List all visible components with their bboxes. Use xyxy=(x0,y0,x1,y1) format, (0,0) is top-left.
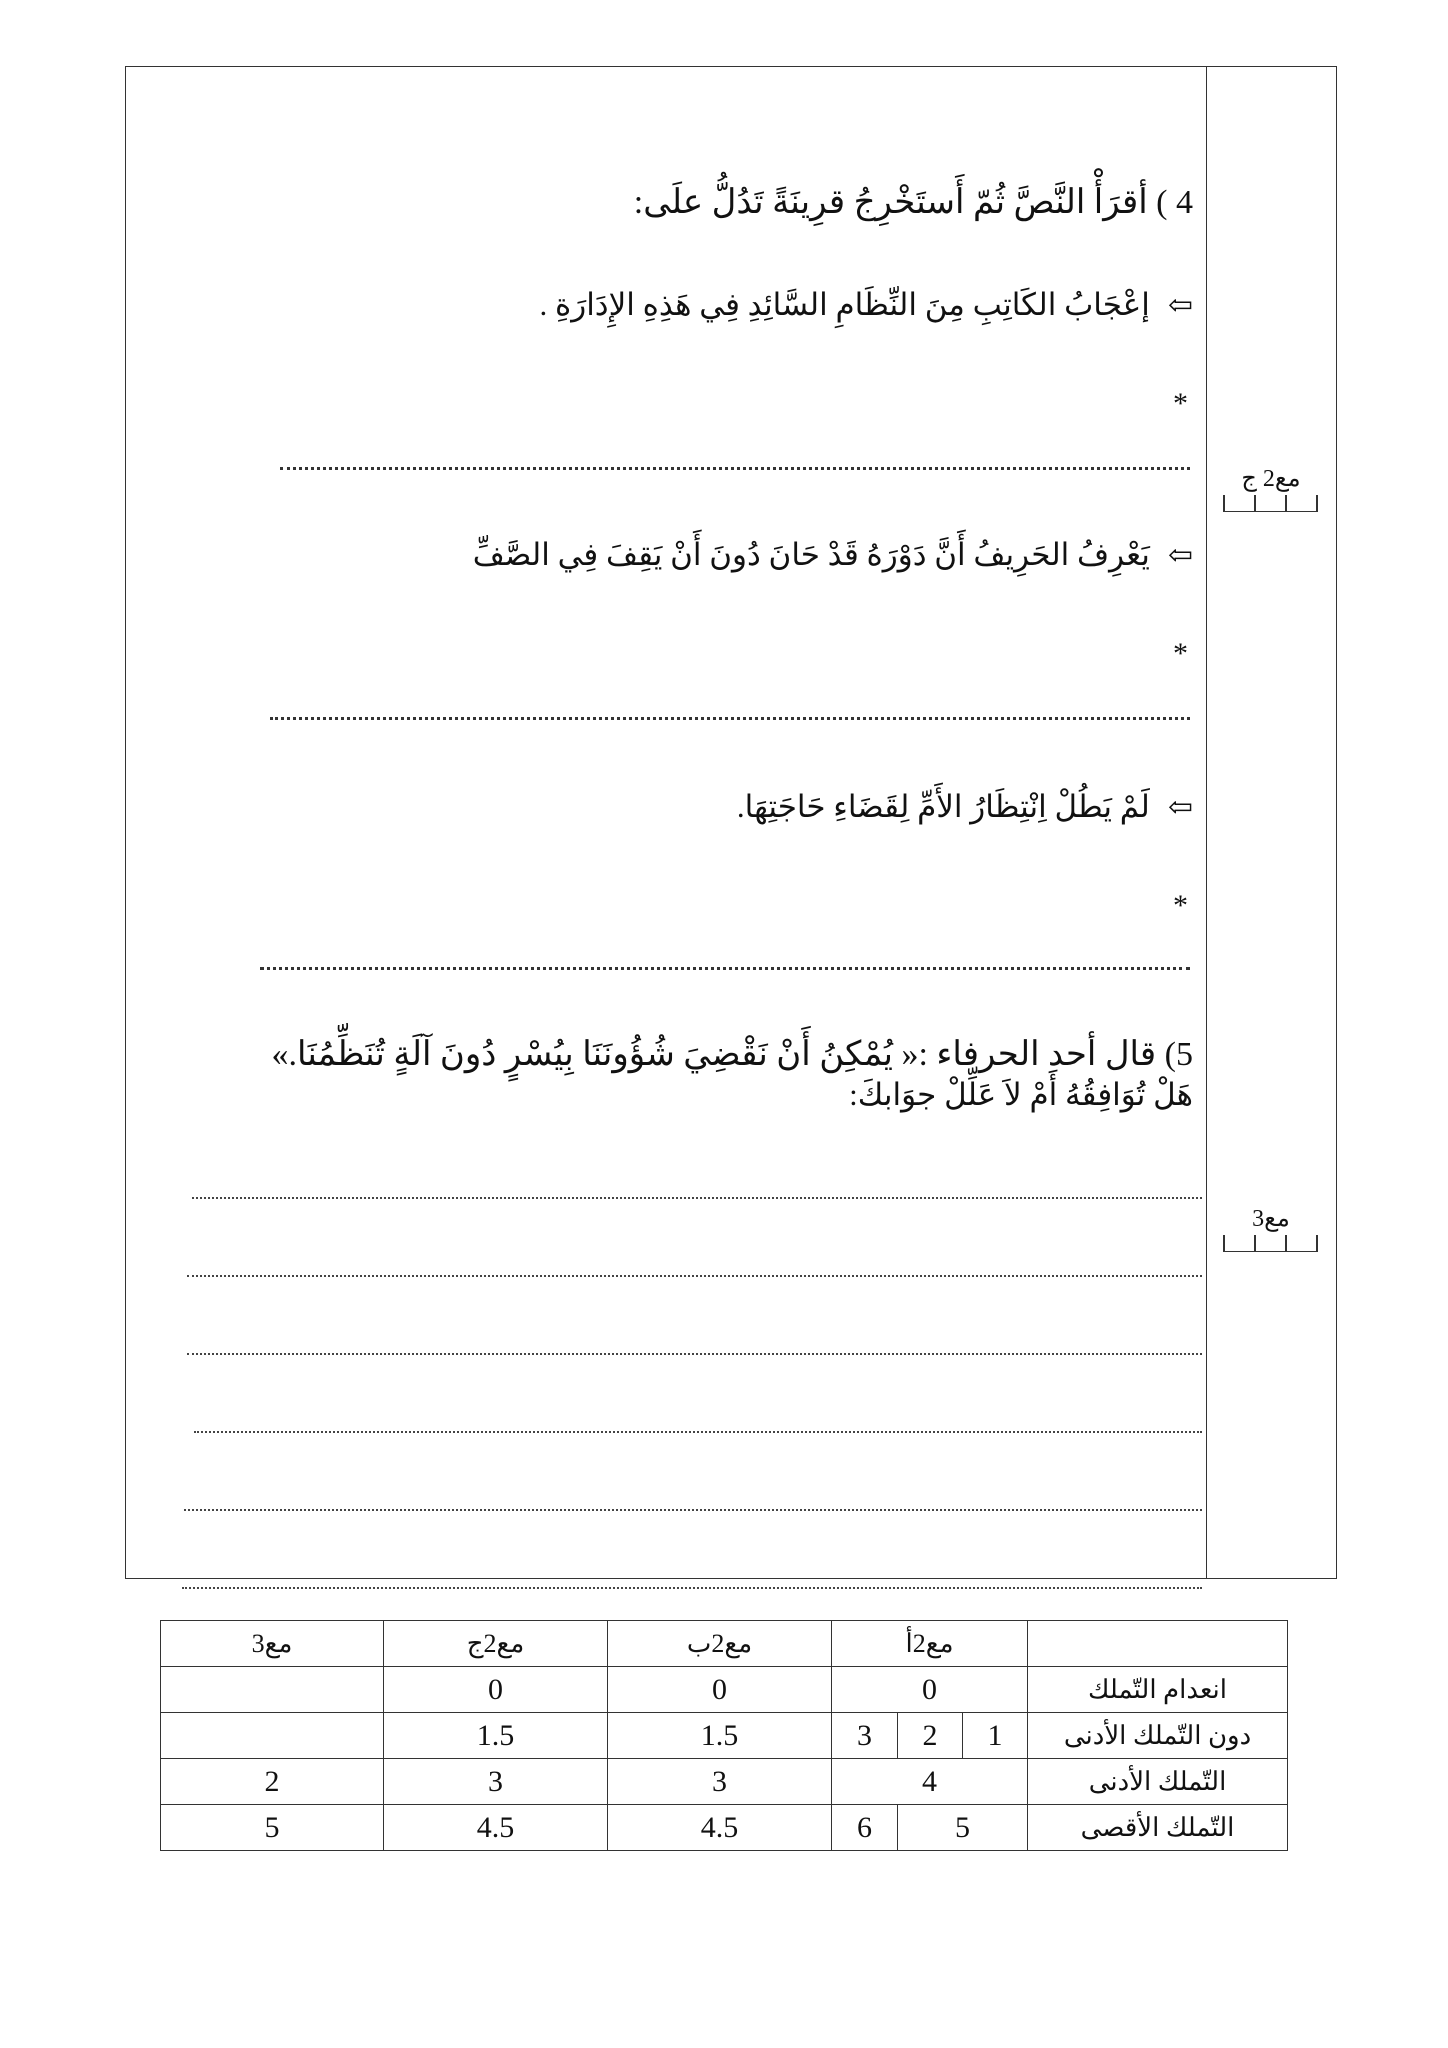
answer-line[interactable] xyxy=(194,1431,1202,1433)
question-5-prompt: هَلْ تُوَافِقُهُ أَمْ لاَ عَلِّلْ جوَابكَ: xyxy=(849,1077,1193,1112)
exam-sheet xyxy=(125,66,1337,1579)
question-4-item-2 xyxy=(473,535,1193,576)
hollow-arrow-icon: ⇦ xyxy=(1167,289,1193,322)
criterion-label-m2c: مع2 ج xyxy=(1241,466,1301,492)
table-row xyxy=(161,1667,1288,1713)
table-row xyxy=(161,1621,1288,1667)
score-boxes[interactable] xyxy=(1223,1235,1318,1252)
table-cell: 0 xyxy=(832,1667,1028,1713)
row-label: دون التّملك الأدنى xyxy=(1028,1713,1288,1759)
table-cell: 0 xyxy=(384,1667,608,1713)
table-cell: 3 xyxy=(608,1759,832,1805)
answer-line[interactable] xyxy=(182,1587,1202,1589)
table-header-m3: مع3 xyxy=(161,1621,384,1667)
table-row xyxy=(161,1713,1288,1759)
row-label: التّملك الأدنى xyxy=(1028,1759,1288,1805)
table-cell xyxy=(161,1713,384,1759)
hollow-arrow-icon: ⇦ xyxy=(1167,791,1193,824)
table-cell xyxy=(161,1667,384,1713)
answer-marker: * xyxy=(1173,889,1188,922)
answer-marker: * xyxy=(1173,387,1188,420)
question-4-item-3 xyxy=(737,787,1193,828)
row-label: التّملك الأقصى xyxy=(1028,1805,1288,1851)
table-cell: 1.5 xyxy=(384,1713,608,1759)
table-cell: 3 xyxy=(384,1759,608,1805)
table-row xyxy=(161,1759,1288,1805)
table-cell: 5 xyxy=(898,1805,1028,1851)
table-cell: 3 xyxy=(832,1713,898,1759)
question-4-item-2-text: يَعْرِفُ الحَرِيفُ أَنَّ دَوْرَهُ قَدْ حَانَ دُونَ أَنْ يَقِفَ فِي الصَّفِّ xyxy=(472,537,1150,572)
score-boxes[interactable] xyxy=(1223,495,1318,512)
criterion-label-m3: مع3 xyxy=(1252,1206,1290,1232)
question-4-item-1 xyxy=(539,285,1193,326)
row-label: انعدام التّملك xyxy=(1028,1667,1288,1713)
table-cell: 4.5 xyxy=(384,1805,608,1851)
table-cell: 1 xyxy=(963,1713,1028,1759)
answer-line[interactable] xyxy=(187,1275,1202,1277)
question-5-statement: 5) قال أحد الحرفاء :« يُمْكِنُ أَنْ نَقْضِيَ شُؤُونَنَا بِيُسْرٍ دُونَ آلَةٍ تُنَظِّمُنَا.» xyxy=(271,1036,1193,1073)
answer-line[interactable] xyxy=(270,717,1190,720)
table-header-empty xyxy=(1028,1621,1288,1667)
table-row xyxy=(161,1805,1288,1851)
table-cell: 4.5 xyxy=(608,1805,832,1851)
table-cell: 2 xyxy=(161,1759,384,1805)
answer-line[interactable] xyxy=(187,1353,1202,1355)
question-4-item-3-text: لَمْ يَطُلْ اِنْتِظَارُ الأَمِّ لِقَضَاءِ حَاجَتِهَا. xyxy=(736,789,1150,824)
table-cell: 6 xyxy=(832,1805,898,1851)
answer-line[interactable] xyxy=(280,467,1190,470)
table-cell: 4 xyxy=(832,1759,1028,1805)
question-4-item-1-text: إعْجَابُ الكَاتِبِ مِنَ النِّظَامِ السَّائِدِ فِي هَذِهِ الإِدَارَةِ . xyxy=(539,287,1150,322)
answer-line[interactable] xyxy=(192,1197,1202,1199)
grading-table xyxy=(160,1620,1288,1851)
criteria-column xyxy=(1206,67,1336,1578)
table-header-m2c: مع2ج xyxy=(384,1621,608,1667)
table-cell: 5 xyxy=(161,1805,384,1851)
table-cell: 2 xyxy=(898,1713,963,1759)
table-cell: 1.5 xyxy=(608,1713,832,1759)
answer-line[interactable] xyxy=(184,1509,1202,1511)
question-4-title: 4 ) أقرَأْ النَّصَّ ثُمّ أَستَخْرِجُ قرِينَةً تَدُلُّ علَى: xyxy=(633,184,1193,221)
hollow-arrow-icon: ⇦ xyxy=(1167,539,1193,572)
answer-line[interactable] xyxy=(260,967,1190,970)
table-header-m2a: مع2أ xyxy=(832,1621,1028,1667)
table-cell: 0 xyxy=(608,1667,832,1713)
table-header-m2b: مع2ب xyxy=(608,1621,832,1667)
answer-marker: * xyxy=(1173,637,1188,670)
